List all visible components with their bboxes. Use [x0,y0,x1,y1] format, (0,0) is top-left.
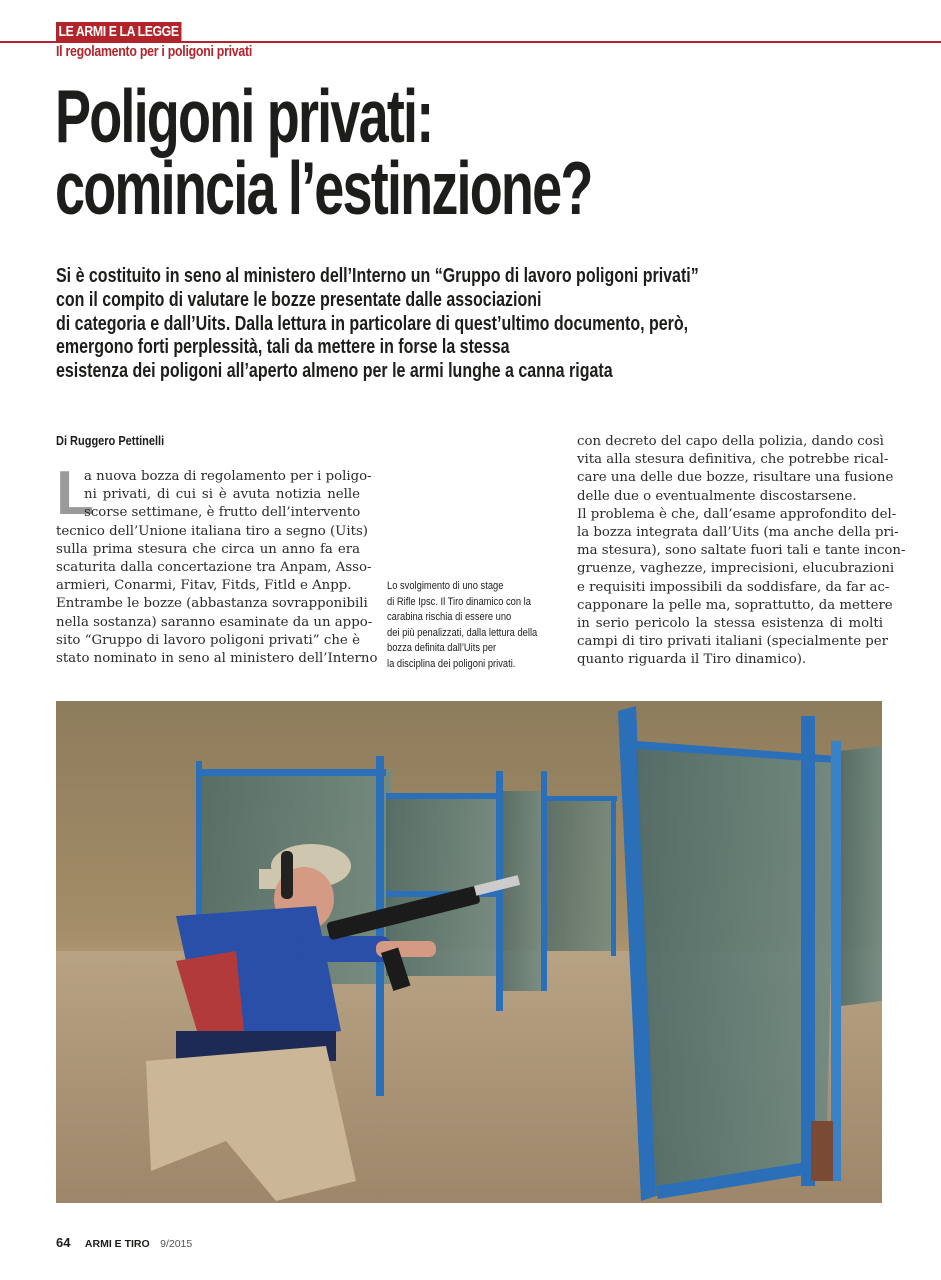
body-line: la bozza integrata dall’Uits (ma anche della pri- [577,525,899,541]
body-line: tecnico dell’Unione italiana tiro a segno (Uits) [56,523,368,539]
caption-line: bozza definita dall’Uits per [387,642,497,654]
shooting-range-photo [56,701,882,1203]
page-number: 64 [56,1235,71,1250]
title-line: Poligoni privati: [55,74,433,158]
page-footer [56,1234,192,1252]
lead-line: emergono forti perplessità, tali da mettere in forse la stessa [56,336,510,359]
body-line: Il problema è che, dall’esame approfondito del- [577,506,897,522]
body-line: con decreto del capo della polizia, dando così [577,434,884,449]
body-line: vita alla stesura definitiva, che potrebbe rical- [577,452,889,468]
body-line: scorse settimane, è frutto dell’intervento [84,505,361,521]
article-photo [56,701,882,1203]
section-subtitle: Il regolamento per i poligoni privati [56,44,253,60]
body-line: quanto riguarda il Tiro dinamico). [577,652,807,668]
photo-caption [387,579,549,672]
body-line: e requisiti impossibili da soddisfare, da far ac- [577,579,890,595]
article-lead [56,265,856,384]
body-line: nella sostanza) saranno esaminate da un appo- [56,614,373,630]
body-line: care una delle due bozze, risultare una fusione [577,470,894,486]
caption-line: la disciplina dei poligoni privati. [387,657,516,670]
lead-line: esistenza dei poligoni all’aperto almeno per le armi lunghe a canna rigata [56,360,613,383]
body-line: ma stesura), sono saltate fuori tali e tante incon- [577,543,906,559]
byline: Di Ruggero Pettinelli [56,434,165,448]
body-line: ni privati, di cui si è avuta notizia nelle [84,487,360,503]
body-line: Entrambe le bozze (abbastanza sovrapponibili [56,596,368,612]
caption-line: carabina rischia di essere uno [387,611,512,623]
magazine-name: ARMI E TIRO [84,1238,150,1250]
body-line: armieri, Conarmi, Fitav, Fitds, Fitld e Anpp. [56,578,352,594]
caption-line: di Rifle Ipsc. Il Tiro dinamico con la [387,595,531,608]
body-line: stato nominato in seno al ministero dell’Interno [56,651,378,667]
body-column-1 [56,459,378,668]
lead-line: Si è costituito in seno al ministero dell’Interno un “Gruppo di lavoro poligoni privati” [56,265,699,287]
body-line: delle due o eventualmente discostarsene. [577,488,857,504]
caption-line: dei più penalizzati, dalla lettura della [387,626,538,639]
caption-line: Lo svolgimento di uno stage [387,580,504,592]
lead-line: di categoria e dall’Uits. Dalla lettura in particolare di quest’ultimo documento, però, [56,312,689,335]
article-title [55,74,847,230]
body-line: in serio pericolo la stessa esistenza di molti [577,616,883,632]
body-line: sulla prima stesura che circa un anno fa era [56,541,360,557]
lead-line: con il compito di valutare le bozze presentate dalle associazioni [56,288,542,311]
body-line: campi di tiro privati italiani (specialmente per [577,634,889,650]
body-line: sito “Gruppo di lavoro poligoni privati” che è [56,632,360,648]
body-column-2 [577,433,906,670]
body-line: gruenze, vaghezze, imprecisioni, elucubrazioni [577,561,895,577]
title-line: comincia l’estinzione? [55,146,592,230]
issue-number: 9/2015 [160,1238,193,1250]
body-line: a nuova bozza di regolamento per i poligo- [84,469,372,484]
section-tag: LE ARMI E LA LEGGE [56,22,181,42]
body-line: scaturita dalla concertazione tra Anpam, Asso- [56,560,372,576]
body-line: capponare la pelle ma, soprattutto, da mettere [577,597,893,613]
drop-cap: L [56,459,94,528]
